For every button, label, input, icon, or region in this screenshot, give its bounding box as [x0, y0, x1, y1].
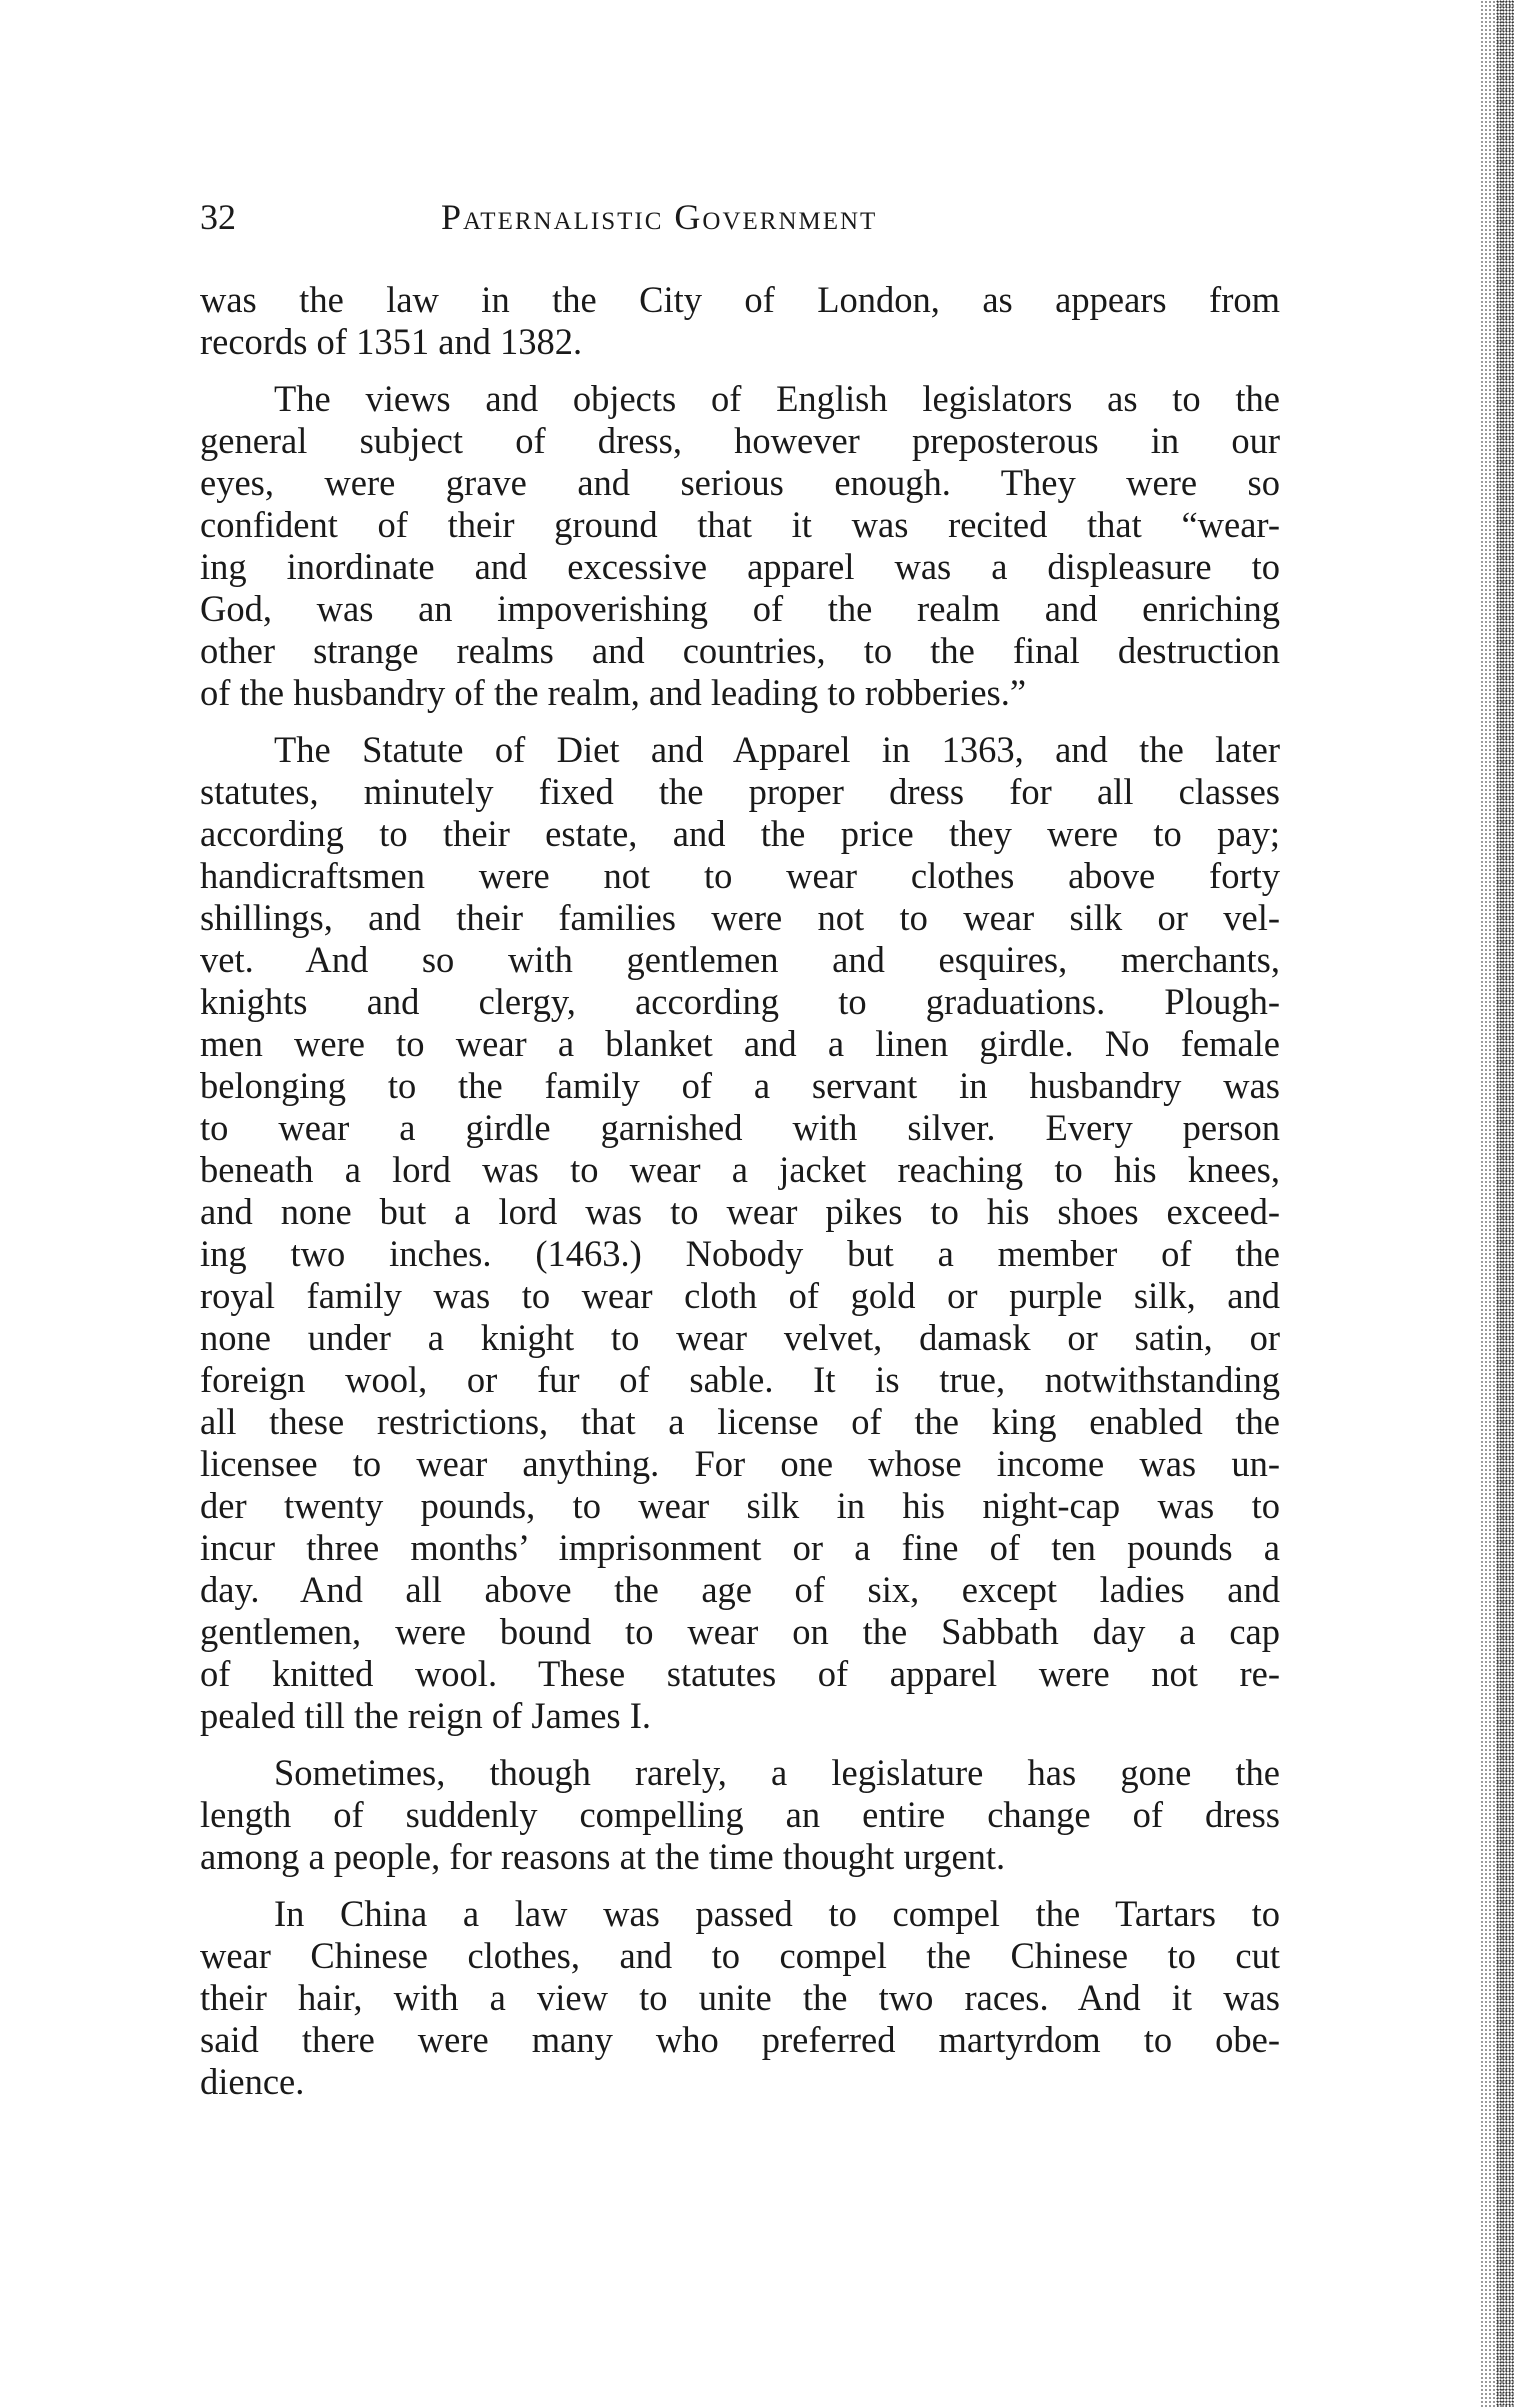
text-line: said there were many who preferred martyrdom to obe- — [200, 2019, 1280, 2060]
text-line: shillings, and their families were not to wear silk or vel- — [200, 897, 1280, 938]
text-line: wear Chinese clothes, and to compel the Chinese to cut — [200, 1935, 1280, 1976]
text-line: vet. And so with gentlemen and esquires, merchants, — [200, 939, 1280, 980]
text-line: all these restrictions, that a license of the king enabled the — [200, 1401, 1280, 1442]
text-line: The Statute of Diet and Apparel in 1363, and the later — [274, 729, 1280, 770]
text-line: to wear a girdle garnished with silver. Every person — [200, 1107, 1280, 1148]
page-body — [200, 279, 1280, 2118]
text-line: statutes, minutely fixed the proper dress for all classes — [200, 771, 1280, 812]
text-line: eyes, were grave and serious enough. They were so — [200, 462, 1280, 503]
paragraph — [200, 1752, 1280, 1878]
text-line: their hair, with a view to unite the two races. And it was — [200, 1977, 1280, 2018]
paragraph — [200, 378, 1280, 714]
text-line: of knitted wool. These statutes of apparel were not re- — [200, 1653, 1280, 1694]
text-line: length of suddenly compelling an entire change of dress — [200, 1794, 1280, 1835]
text-line: ing two inches. (1463.) Nobody but a member of the — [200, 1233, 1280, 1274]
text-line: was the law in the City of London, as appears from — [200, 279, 1280, 320]
text-line: records of 1351 and 1382. — [200, 321, 583, 362]
text-line: handicraftsmen were not to wear clothes above forty — [200, 855, 1280, 896]
text-line: royal family was to wear cloth of gold or purple silk, and — [200, 1275, 1280, 1316]
text-line: men were to wear a blanket and a linen girdle. No female — [200, 1023, 1280, 1064]
text-line: and none but a lord was to wear pikes to his shoes exceed- — [200, 1191, 1280, 1232]
text-line: of the husbandry of the realm, and leading to robberies.” — [200, 672, 1027, 713]
text-line: In China a law was passed to compel the Tartars to — [274, 1893, 1280, 1934]
text-line: licensee to wear anything. For one whose income was un- — [200, 1443, 1280, 1484]
text-line: confident of their ground that it was recited that “wear- — [200, 504, 1280, 545]
paragraph — [200, 729, 1280, 1737]
text-line: The views and objects of English legislators as to the — [274, 378, 1280, 419]
text-line: incur three months’ imprisonment or a fine of ten pounds a — [200, 1527, 1280, 1568]
text-line: dience. — [200, 2061, 305, 2102]
text-line: ing inordinate and excessive apparel was a displeasure to — [200, 546, 1280, 587]
text-line: general subject of dress, however preposterous in our — [200, 420, 1280, 461]
scan-edge-shading-dark — [1496, 0, 1514, 2407]
text-line: foreign wool, or fur of sable. It is true, notwithstanding — [200, 1359, 1280, 1400]
text-line: der twenty pounds, to wear silk in his night-cap was to — [200, 1485, 1280, 1526]
text-line: Sometimes, though rarely, a legislature has gone the — [274, 1752, 1280, 1793]
text-line: pealed till the reign of James I. — [200, 1695, 652, 1736]
text-line: among a people, for reasons at the time thought urgent. — [200, 1836, 1006, 1877]
text-line: other strange realms and countries, to the final destruction — [200, 630, 1280, 671]
running-title: Paternalistic Government — [441, 197, 878, 237]
text-line: belonging to the family of a servant in husbandry was — [200, 1065, 1280, 1106]
paragraph — [200, 279, 1280, 363]
paragraph — [200, 1893, 1280, 2103]
text-line: none under a knight to wear velvet, damask or satin, or — [200, 1317, 1280, 1358]
text-line: beneath a lord was to wear a jacket reaching to his knees, — [200, 1149, 1280, 1190]
text-line: God, was an impoverishing of the realm and enriching — [200, 588, 1280, 629]
text-line: according to their estate, and the price they were to pay; — [200, 813, 1280, 854]
text-line: knights and clergy, according to graduations. Plough- — [200, 981, 1280, 1022]
page-number: 32 — [200, 197, 236, 237]
text-line: gentlemen, were bound to wear on the Sabbath day a cap — [200, 1611, 1280, 1652]
text-line: day. And all above the age of six, except ladies and — [200, 1569, 1280, 1610]
running-header — [200, 196, 1280, 244]
